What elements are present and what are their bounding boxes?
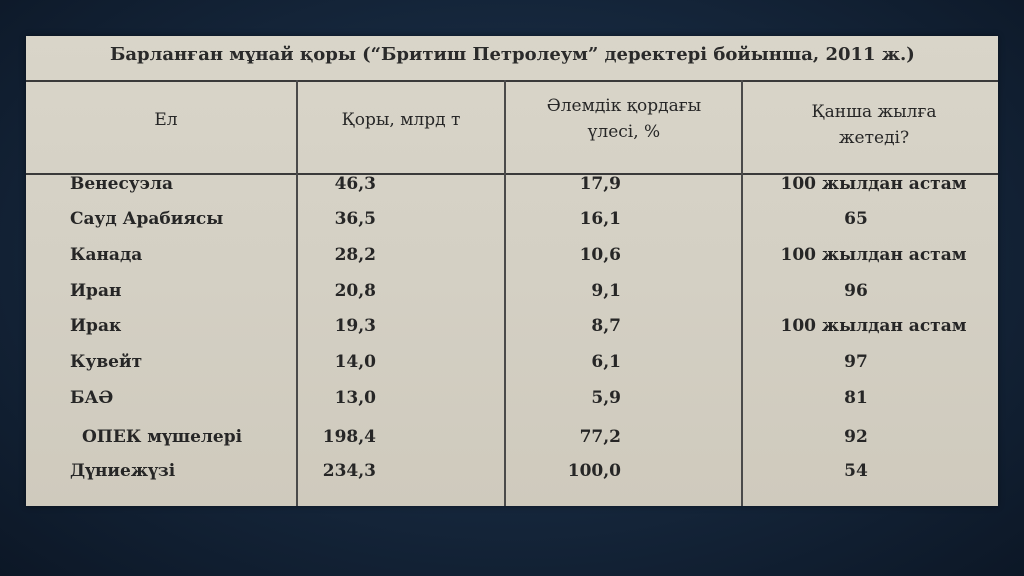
top-rule (26, 80, 998, 82)
row-country: Иран (70, 281, 122, 301)
row-reserves: 36,5 (334, 209, 376, 229)
row-share: 6,1 (591, 352, 621, 372)
row-reserves: 198,4 (322, 427, 376, 447)
row-country: Сауд Арабиясы (70, 209, 224, 229)
row-reserves: 19,3 (334, 316, 376, 336)
table-title: Барланған мұнай қоры (“Бритиш Петролеум” деректері бойынша, 2011 ж.) (110, 44, 915, 65)
table-photo (26, 36, 998, 506)
header-years-line1: Қанша жылға (811, 102, 937, 122)
row-reserves: 14,0 (334, 352, 376, 372)
row-years: 92 (844, 427, 868, 447)
row-reserves: 13,0 (334, 388, 376, 408)
row-reserves: 234,3 (322, 461, 376, 481)
row-years: 100 жылдан астам (780, 245, 967, 265)
row-reserves: 28,2 (334, 245, 376, 265)
row-country: Кувейт (70, 352, 143, 372)
row-country: Канада (70, 245, 143, 265)
header-years-line2: жетеді? (838, 128, 910, 148)
row-reserves: 20,8 (334, 281, 376, 301)
header-country: Ел (154, 110, 178, 130)
row-years: 96 (844, 281, 868, 301)
header-share-line2: үлесі, % (587, 122, 661, 142)
row-country: Венесуэла (70, 174, 174, 194)
row-share: 5,9 (591, 388, 621, 408)
row-reserves: 46,3 (334, 174, 376, 194)
header-share-line1: Әлемдік қордағы (546, 96, 702, 116)
row-years: 100 жылдан астам (780, 316, 967, 336)
row-years: 65 (844, 209, 868, 229)
column-divider (741, 80, 743, 506)
row-country: БАӘ (70, 388, 114, 408)
row-share: 10,6 (579, 245, 621, 265)
row-years: 54 (844, 461, 868, 481)
row-share: 17,9 (579, 174, 621, 194)
row-country: ОПЕК мүшелері (82, 427, 243, 447)
column-divider (504, 80, 506, 506)
row-share: 8,7 (591, 316, 621, 336)
header-reserves: Қоры, млрд т (341, 110, 461, 130)
row-country: Дүниежүзі (70, 461, 176, 481)
row-country: Ирак (70, 316, 122, 336)
row-years: 97 (844, 352, 868, 372)
row-share: 77,2 (579, 427, 621, 447)
row-share: 100,0 (567, 461, 621, 481)
row-share: 9,1 (591, 281, 621, 301)
row-years: 81 (844, 388, 868, 408)
row-years: 100 жылдан астам (780, 174, 967, 194)
row-share: 16,1 (579, 209, 621, 229)
